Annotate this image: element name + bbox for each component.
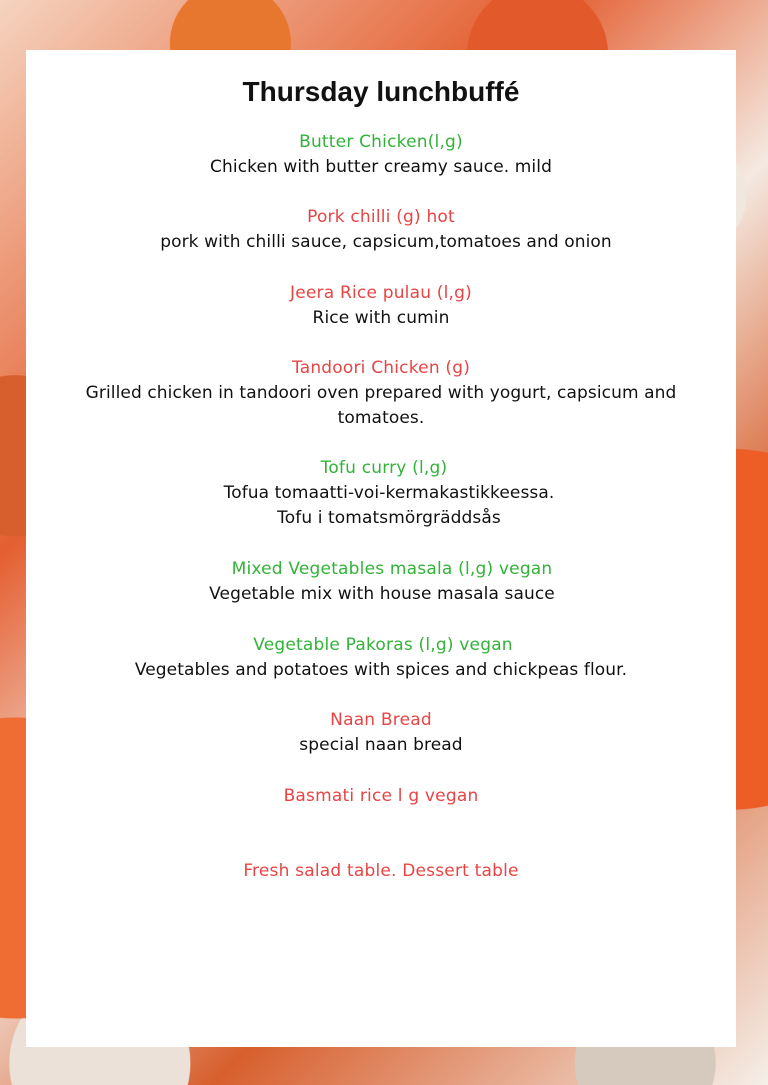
menu-title: Thursday lunchbuffé [242,76,520,107]
menu-item-name: Tofu curry (l,g) [320,458,448,478]
menu-item-name: Mixed Vegetables masala (l,g) vegan [231,559,553,579]
menu-item-pork-chilli [26,205,736,255]
menu-item-description: Vegetable mix with house masala sauce [209,584,555,604]
menu-item-description: pork with chilli sauce, capsicum,tomatoes and onion [160,232,612,252]
menu-item-name: Butter Chicken(l,g) [299,132,463,152]
menu-item-description: Chicken with butter creamy sauce. mild [210,157,552,177]
menu-item-name: Tandoori Chicken (g) [291,358,471,378]
menu-item-description-line-1: Tofua tomaatti-voi-kermakastikkeessa. [223,483,555,503]
menu-item-description: Rice with cumin [312,308,450,328]
menu-item-name: Pork chilli (g) hot [307,207,455,227]
menu-item-mixed-vegetables-masala [26,557,736,607]
menu-item-vegetable-pakoras [26,633,736,683]
menu-item-description: Grilled chicken in tandoori oven prepared with yogurt, capsicum and tomatoes. [85,383,677,428]
menu-item-name: Jeera Rice pulau (l,g) [290,283,472,303]
menu-item-description-line-2: Tofu i tomatsmörgräddsås [277,508,501,528]
menu-item-naan-bread [26,708,736,758]
menu-item-tandoori-chicken [26,356,736,431]
menu-item-name: Vegetable Pakoras (l,g) vegan [253,635,513,655]
menu-item-name: Fresh salad table. Dessert table [243,861,519,881]
menu-item-name: Basmati rice l g vegan [283,786,479,806]
menu-item-description: Vegetables and potatoes with spices and chickpeas flour. [134,660,628,680]
menu-item-butter-chicken [26,130,736,180]
menu-item-jeera-rice [26,281,736,331]
menu-item-salad-dessert-table [26,859,736,884]
menu-item-description: special naan bread [299,735,463,755]
menu-card [26,50,736,1047]
menu-item-basmati-rice [26,784,736,809]
menu-item-tofu-curry [26,456,736,531]
menu-item-name: Naan Bread [330,710,432,730]
